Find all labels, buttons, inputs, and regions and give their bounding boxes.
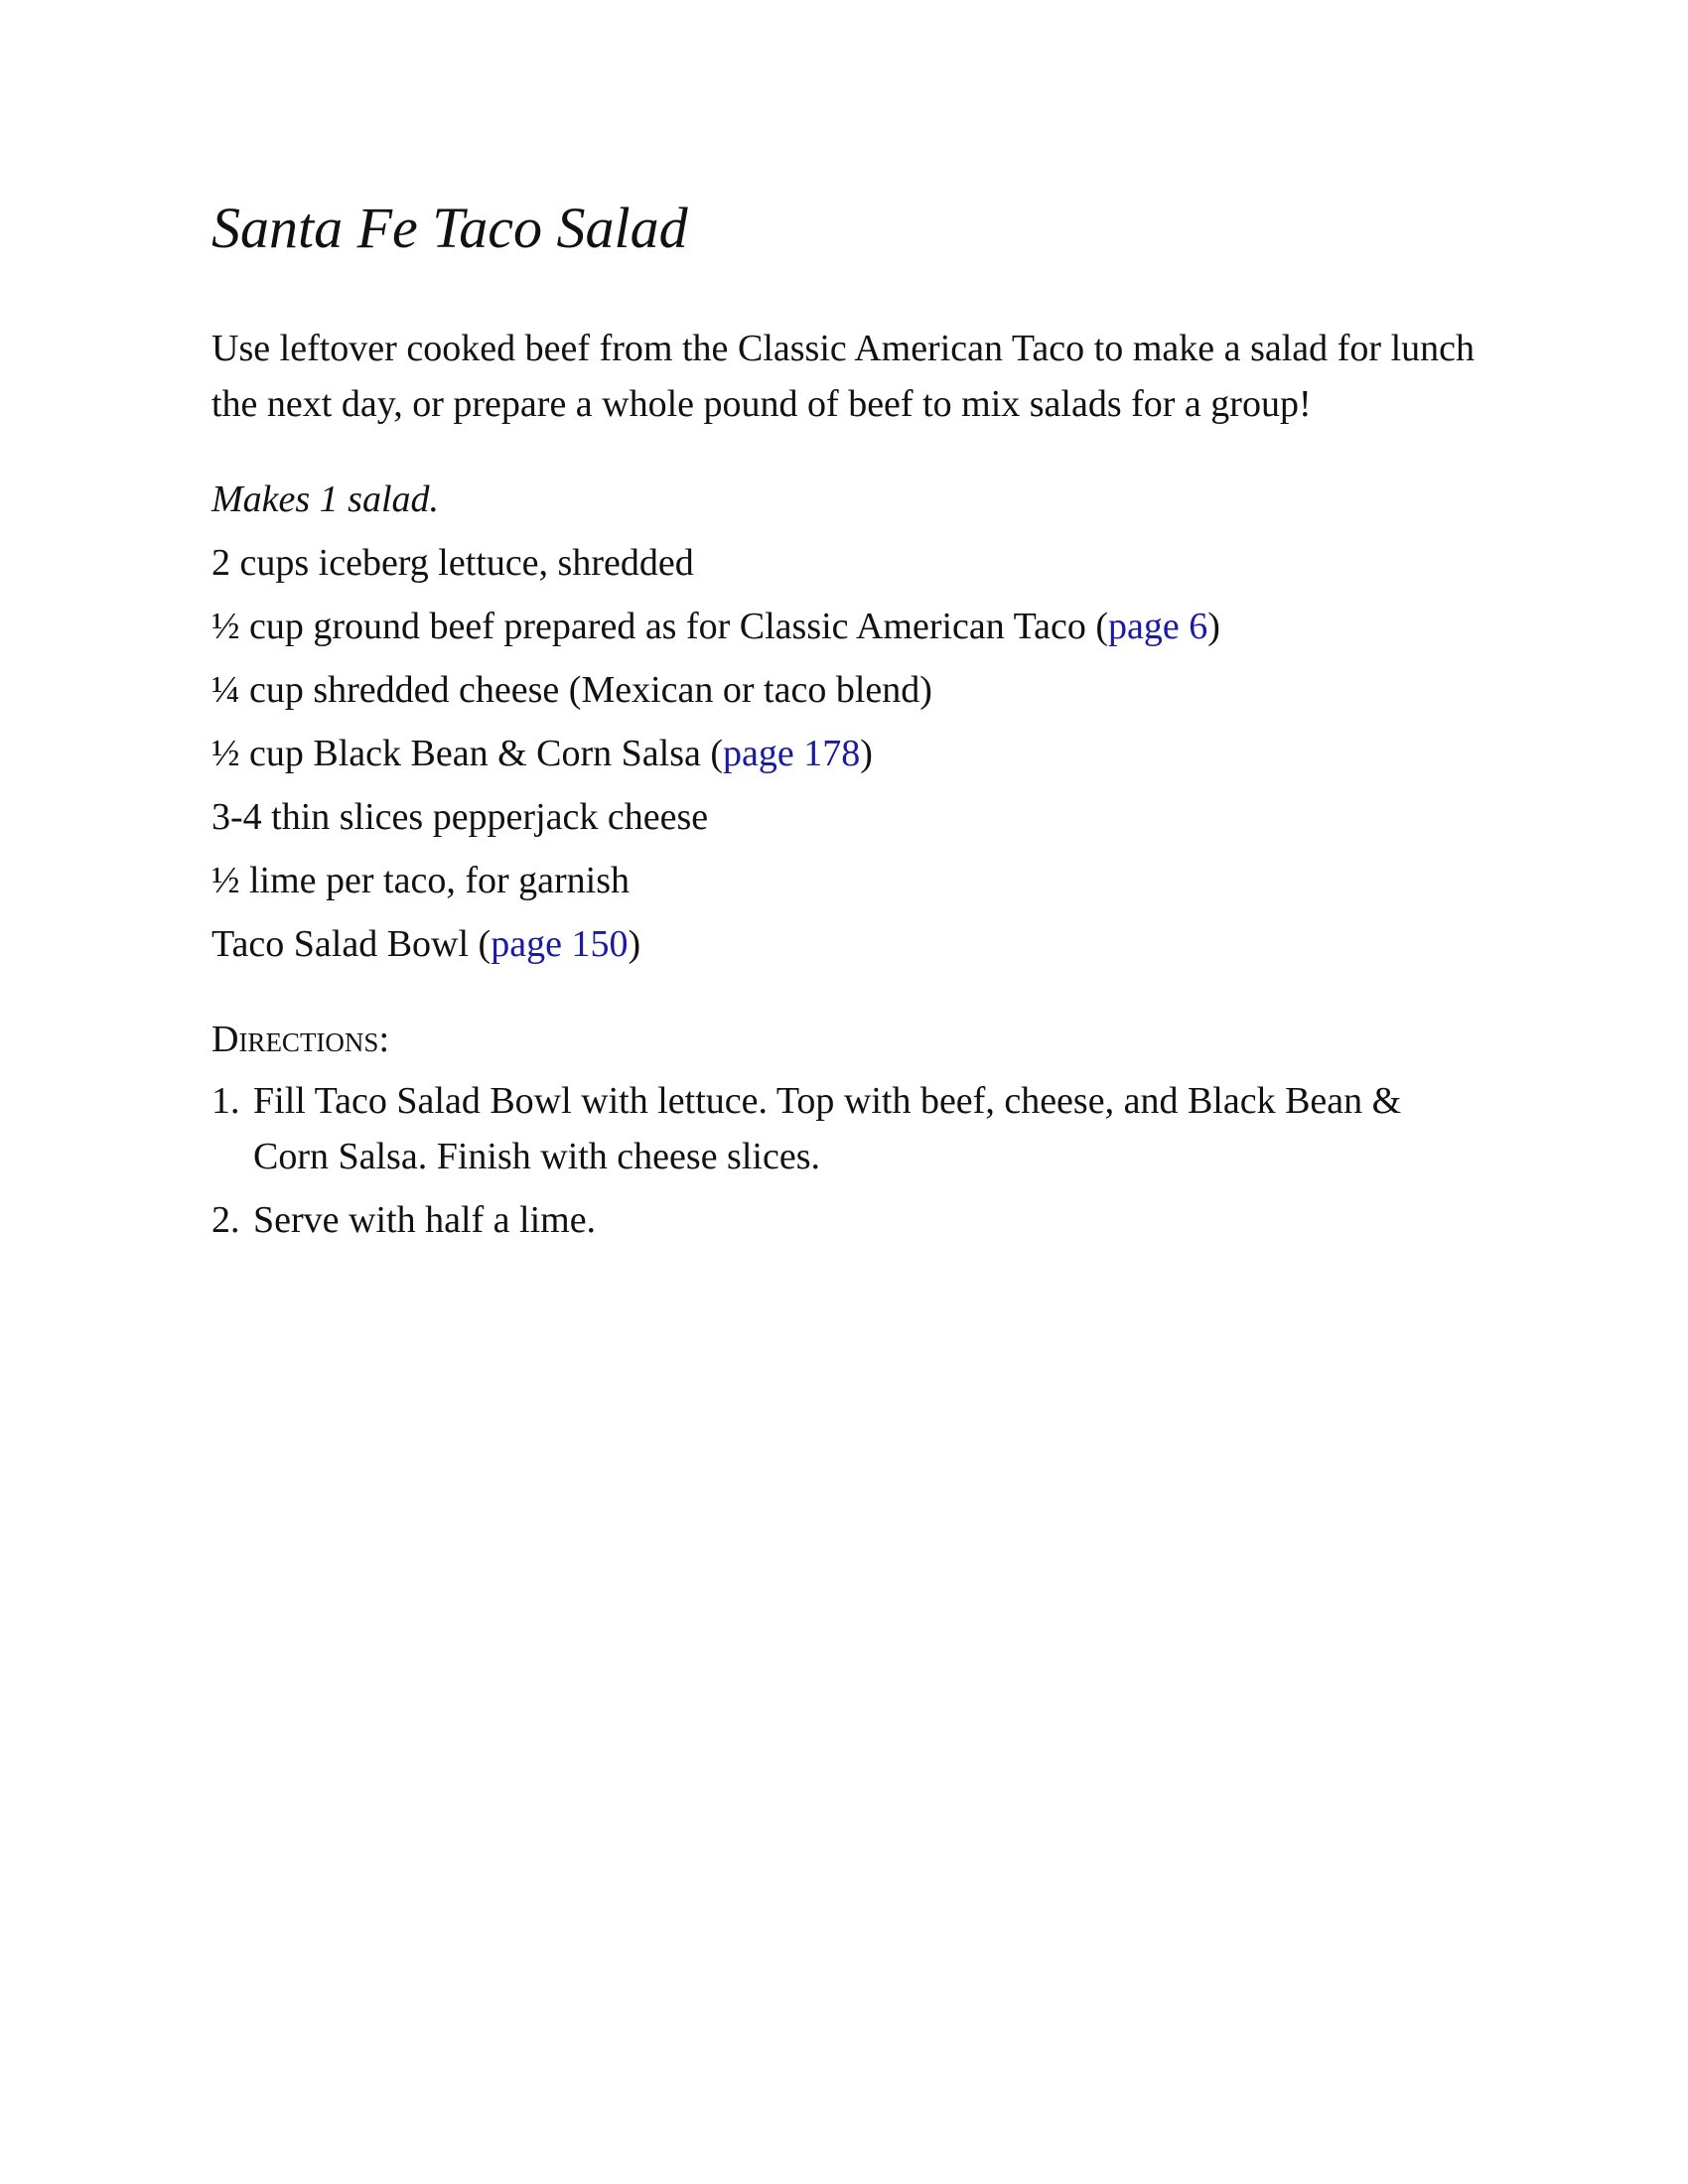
ingredient-text: 2 cups iceberg lettuce, shredded (211, 541, 694, 584)
ingredient-text: ½ cup Black Bean & Corn Salsa ( (211, 732, 724, 774)
ingredient-item (211, 599, 1475, 654)
page-6-link[interactable]: page 6 (1108, 605, 1208, 647)
step-number: 2. (211, 1198, 240, 1241)
recipe-intro: Use leftover cooked beef from the Classic American Taco to make a salad for lunch the next day, or prepare a whole pound of beef to mix salads for a group! (211, 327, 1475, 425)
ingredient-text: ½ cup ground beef prepared as for Classic American Taco ( (211, 605, 1109, 647)
direction-step (211, 1073, 1475, 1184)
direction-step (211, 1192, 1475, 1248)
directions-heading: Directions: (211, 1018, 389, 1060)
ingredient-text: Taco Salad Bowl ( (211, 922, 492, 965)
step-text: Serve with half a lime. (253, 1198, 597, 1241)
directions-list (211, 1073, 1475, 1248)
ingredient-text: 3-4 thin slices pepperjack cheese (211, 795, 709, 838)
ingredient-text-after: ) (860, 732, 873, 774)
ingredient-item (211, 662, 1475, 718)
ingredient-text-after: ) (1207, 605, 1220, 647)
ingredient-item (211, 853, 1475, 908)
ingredient-text-after: ) (628, 922, 641, 965)
step-number: 1. (211, 1079, 240, 1122)
recipe-page (211, 194, 1475, 1256)
page-150-link[interactable]: page 150 (491, 922, 629, 965)
ingredient-text: ¼ cup shredded cheese (Mexican or taco blend) (211, 668, 932, 711)
yield-note: Makes 1 salad. (211, 478, 440, 520)
page-178-link[interactable]: page 178 (723, 732, 861, 774)
ingredient-item (211, 535, 1475, 591)
ingredient-item (211, 916, 1475, 972)
recipe-title: Santa Fe Taco Salad (211, 196, 688, 260)
ingredient-list (211, 535, 1475, 972)
ingredient-text: ½ lime per taco, for garnish (211, 859, 631, 901)
step-text: Fill Taco Salad Bowl with lettuce. Top with beef, cheese, and Black Bean & Corn Salsa. Finish with cheese slices. (253, 1079, 1402, 1177)
ingredient-item (211, 726, 1475, 781)
ingredient-item (211, 789, 1475, 845)
